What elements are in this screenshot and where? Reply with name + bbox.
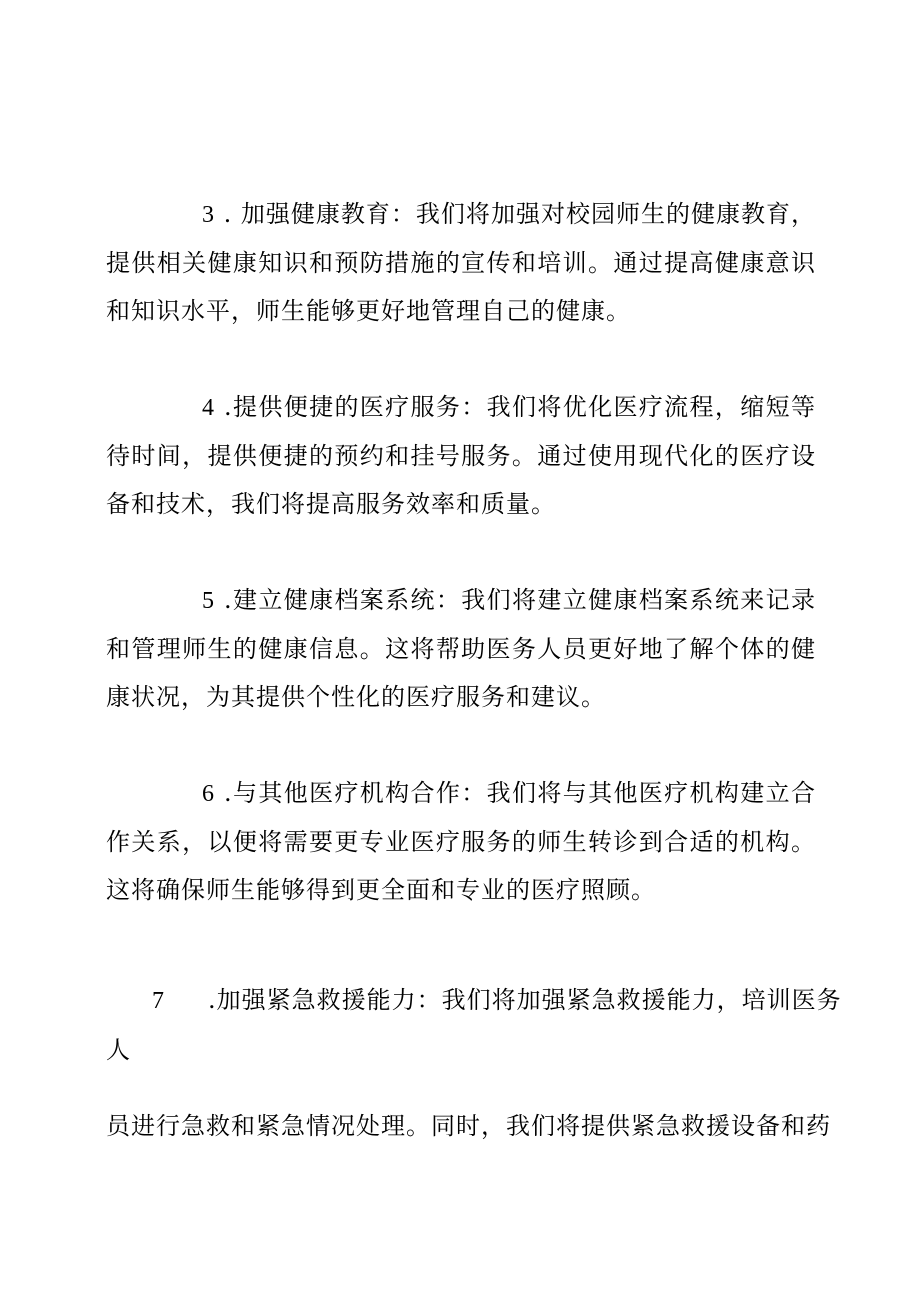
paragraph-text: .加强紧急救援能力：我们将加强紧急救援能力，培训医务	[208, 986, 842, 1014]
paragraph-7-line-1	[152, 976, 842, 1025]
paragraph-number: 6	[202, 781, 215, 807]
paragraph-7-line-2: 人	[106, 1036, 131, 1064]
paragraph-6	[106, 769, 816, 914]
paragraph-number: 5	[202, 588, 215, 614]
paragraph-3	[106, 190, 816, 335]
paragraph-number: 4	[202, 395, 215, 421]
paragraph-4	[106, 383, 816, 528]
paragraph-number: 3	[202, 202, 215, 228]
paragraph-7-line-3: 员进行急救和紧急情况处理。同时，我们将提供紧急救援设备和药	[106, 1112, 831, 1140]
paragraph-text: . 加强健康教育：我们将加强对校园师生的健康教育，提供相关健康知识和预防措施的宣传和培训。通过提高健康意识和知识水平，师生能够更好地管理自己的健康。	[106, 200, 816, 325]
paragraph-5	[106, 576, 816, 721]
paragraph-number: 7	[152, 988, 165, 1014]
paragraph-text: .提供便捷的医疗服务：我们将优化医疗流程，缩短等待时间，提供便捷的预约和挂号服务。通过使用现代化的医疗设备和技术，我们将提高服务效率和质量。	[106, 393, 816, 518]
paragraph-text: .建立健康档案系统：我们将建立健康档案系统来记录和管理师生的健康信息。这将帮助医务人员更好地了解个体的健康状况，为其提供个性化的医疗服务和建议。	[106, 586, 816, 711]
paragraph-text: .与其他医疗机构合作：我们将与其他医疗机构建立合作关系，以便将需要更专业医疗服务的师生转诊到合适的机构。这将确保师生能够得到更全面和专业的医疗照顾。	[106, 779, 816, 904]
